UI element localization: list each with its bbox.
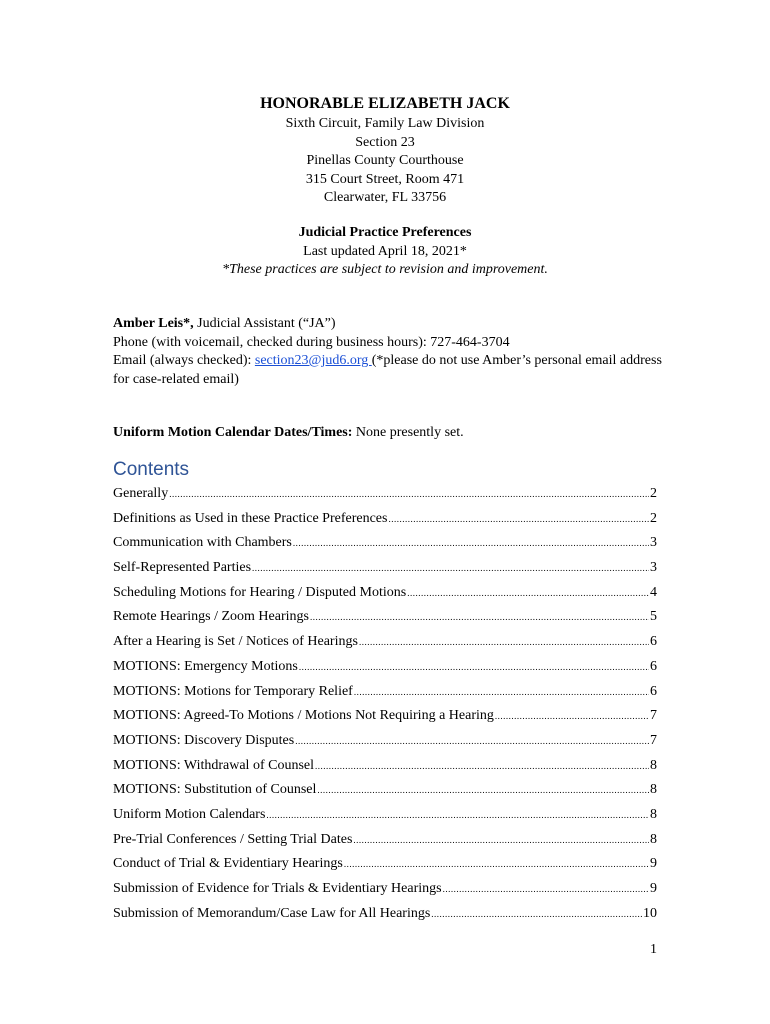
toc-entry[interactable] [113, 607, 657, 632]
toc-entry[interactable] [113, 756, 657, 781]
uniform-motion-calendar [113, 424, 673, 443]
email-label: Email (always checked): [113, 353, 255, 368]
header-line-street: 315 Court Street, Room 471 [305, 171, 465, 187]
toc-entry[interactable] [113, 583, 657, 608]
toc-entry[interactable] [113, 706, 657, 731]
preferences-note: *These practices are subject to revision and improvement. [222, 262, 548, 277]
toc-dot-leader [431, 904, 642, 924]
assistant-role: Judicial Assistant (“JA”) [193, 316, 336, 331]
toc-entry-page: 6 [650, 658, 657, 674]
toc-entry-label: Remote Hearings / Zoom Hearings [113, 609, 309, 625]
toc-entry-page: 3 [650, 560, 657, 576]
toc-entry[interactable] [113, 854, 657, 879]
toc-entry-label: After a Hearing is Set / Notices of Hearings [113, 634, 358, 650]
toc-entry-label: MOTIONS: Emergency Motions [113, 658, 298, 674]
toc-entry[interactable] [113, 632, 657, 657]
email-link[interactable]: section23@jud6.org [254, 353, 372, 368]
toc-entry[interactable] [113, 533, 657, 558]
toc-entry-page: 2 [650, 486, 657, 501]
judge-header [0, 94, 770, 208]
toc-entry-page: 9 [650, 856, 657, 872]
toc-entry-page: 9 [650, 881, 657, 896]
toc-entry[interactable] [113, 657, 657, 682]
toc-entry-label: MOTIONS: Substitution of Counsel [113, 782, 317, 798]
judicial-assistant-contact [113, 315, 673, 389]
toc-entry-label: Definitions as Used in these Practice Preferences [113, 510, 388, 526]
toc-entry-page: 5 [650, 609, 657, 625]
email-note: (*please do not use Amber’s personal email address for case-related email) [113, 353, 662, 387]
preferences-title: Judicial Practice Preferences [298, 225, 472, 240]
judge-name: HONORABLE ELIZABETH JACK [260, 95, 510, 112]
toc-entry-page: 4 [650, 584, 657, 600]
toc-entry-label: Generally [113, 486, 169, 501]
toc-dot-leader [443, 879, 649, 899]
toc-dot-leader [169, 484, 649, 504]
toc-entry-label: MOTIONS: Discovery Disputes [113, 732, 295, 748]
toc-dot-leader [299, 657, 649, 677]
toc-dot-leader [310, 607, 649, 627]
toc-dot-leader [293, 533, 649, 553]
toc-entry[interactable] [113, 484, 657, 509]
toc-entry-page: 8 [650, 806, 657, 822]
toc-dot-leader [359, 632, 649, 652]
toc-entry-label: MOTIONS: Withdrawal of Counsel [113, 757, 314, 773]
calendar-label: Uniform Motion Calendar Dates/Times: [113, 425, 353, 440]
toc-entry-label: Self-Represented Parties [113, 560, 252, 576]
header-line-courthouse: Pinellas County Courthouse [306, 153, 464, 168]
toc-dot-leader [353, 830, 649, 850]
header-line-section: Section 23 [355, 134, 415, 150]
toc-entry-page: 8 [650, 831, 657, 847]
toc-dot-leader [495, 706, 649, 726]
toc-entry-label: Scheduling Motions for Hearing / Disputed Motions [113, 584, 407, 600]
calendar-value: None presently set. [352, 425, 464, 440]
toc-entry[interactable] [113, 731, 657, 756]
toc-entry-page: 6 [650, 634, 657, 650]
toc-entry[interactable] [113, 805, 657, 830]
toc-entry-page: 10 [643, 905, 657, 921]
toc-dot-leader [266, 805, 649, 825]
toc-entry[interactable] [113, 904, 657, 929]
header-line-division: Sixth Circuit, Family Law Division [285, 116, 485, 131]
toc-entry-label: MOTIONS: Agreed-To Motions / Motions Not Requiring a Hearing [113, 708, 494, 724]
assistant-name: Amber Leis*, [113, 316, 194, 331]
toc-dot-leader [315, 756, 649, 776]
contents-heading: Contents [113, 459, 190, 480]
toc-entry-page: 8 [650, 757, 657, 773]
toc-entry-label: Uniform Motion Calendars [113, 806, 266, 822]
header-line-city: Clearwater, FL 33756 [323, 190, 447, 205]
toc-entry[interactable] [113, 682, 657, 707]
toc-dot-leader [295, 731, 649, 751]
toc-entry-page: 7 [650, 708, 657, 724]
toc-dot-leader [354, 682, 649, 702]
assistant-email-line [113, 352, 673, 389]
toc-entry-label: Conduct of Trial & Evidentiary Hearings [113, 856, 343, 872]
assistant-phone: Phone (with voicemail, checked during business hours): 727-464-3704 [113, 334, 510, 350]
toc-entry[interactable] [113, 558, 657, 583]
toc-entry-page: 2 [650, 510, 657, 526]
toc-entry[interactable] [113, 509, 657, 534]
page-number: 1 [650, 942, 657, 957]
toc-dot-leader [252, 558, 649, 578]
toc-dot-leader [407, 583, 649, 603]
preferences-updated: Last updated April 18, 2021* [303, 243, 467, 259]
toc-entry[interactable] [113, 830, 657, 855]
toc-entry-label: Submission of Evidence for Trials & Evidentiary Hearings [113, 881, 442, 896]
toc-entry[interactable] [113, 780, 657, 805]
toc-entry[interactable] [113, 879, 657, 904]
toc-entry-page: 6 [650, 683, 657, 699]
toc-entry-label: Communication with Chambers [113, 535, 292, 551]
toc-dot-leader [388, 509, 649, 529]
toc-dot-leader [317, 780, 649, 800]
toc-dot-leader [344, 854, 649, 874]
toc-entry-label: Pre-Trial Conferences / Setting Trial Dates [113, 831, 353, 847]
toc-entry-page: 7 [650, 732, 657, 748]
toc-entry-label: MOTIONS: Motions for Temporary Relief [113, 683, 353, 699]
practice-preferences-heading [0, 224, 770, 280]
toc-entry-page: 8 [650, 782, 657, 798]
toc-entry-label: Submission of Memorandum/Case Law for All Hearings [113, 905, 431, 921]
toc-entry-page: 3 [650, 535, 657, 551]
table-of-contents [113, 484, 657, 928]
assistant-line [113, 315, 673, 334]
